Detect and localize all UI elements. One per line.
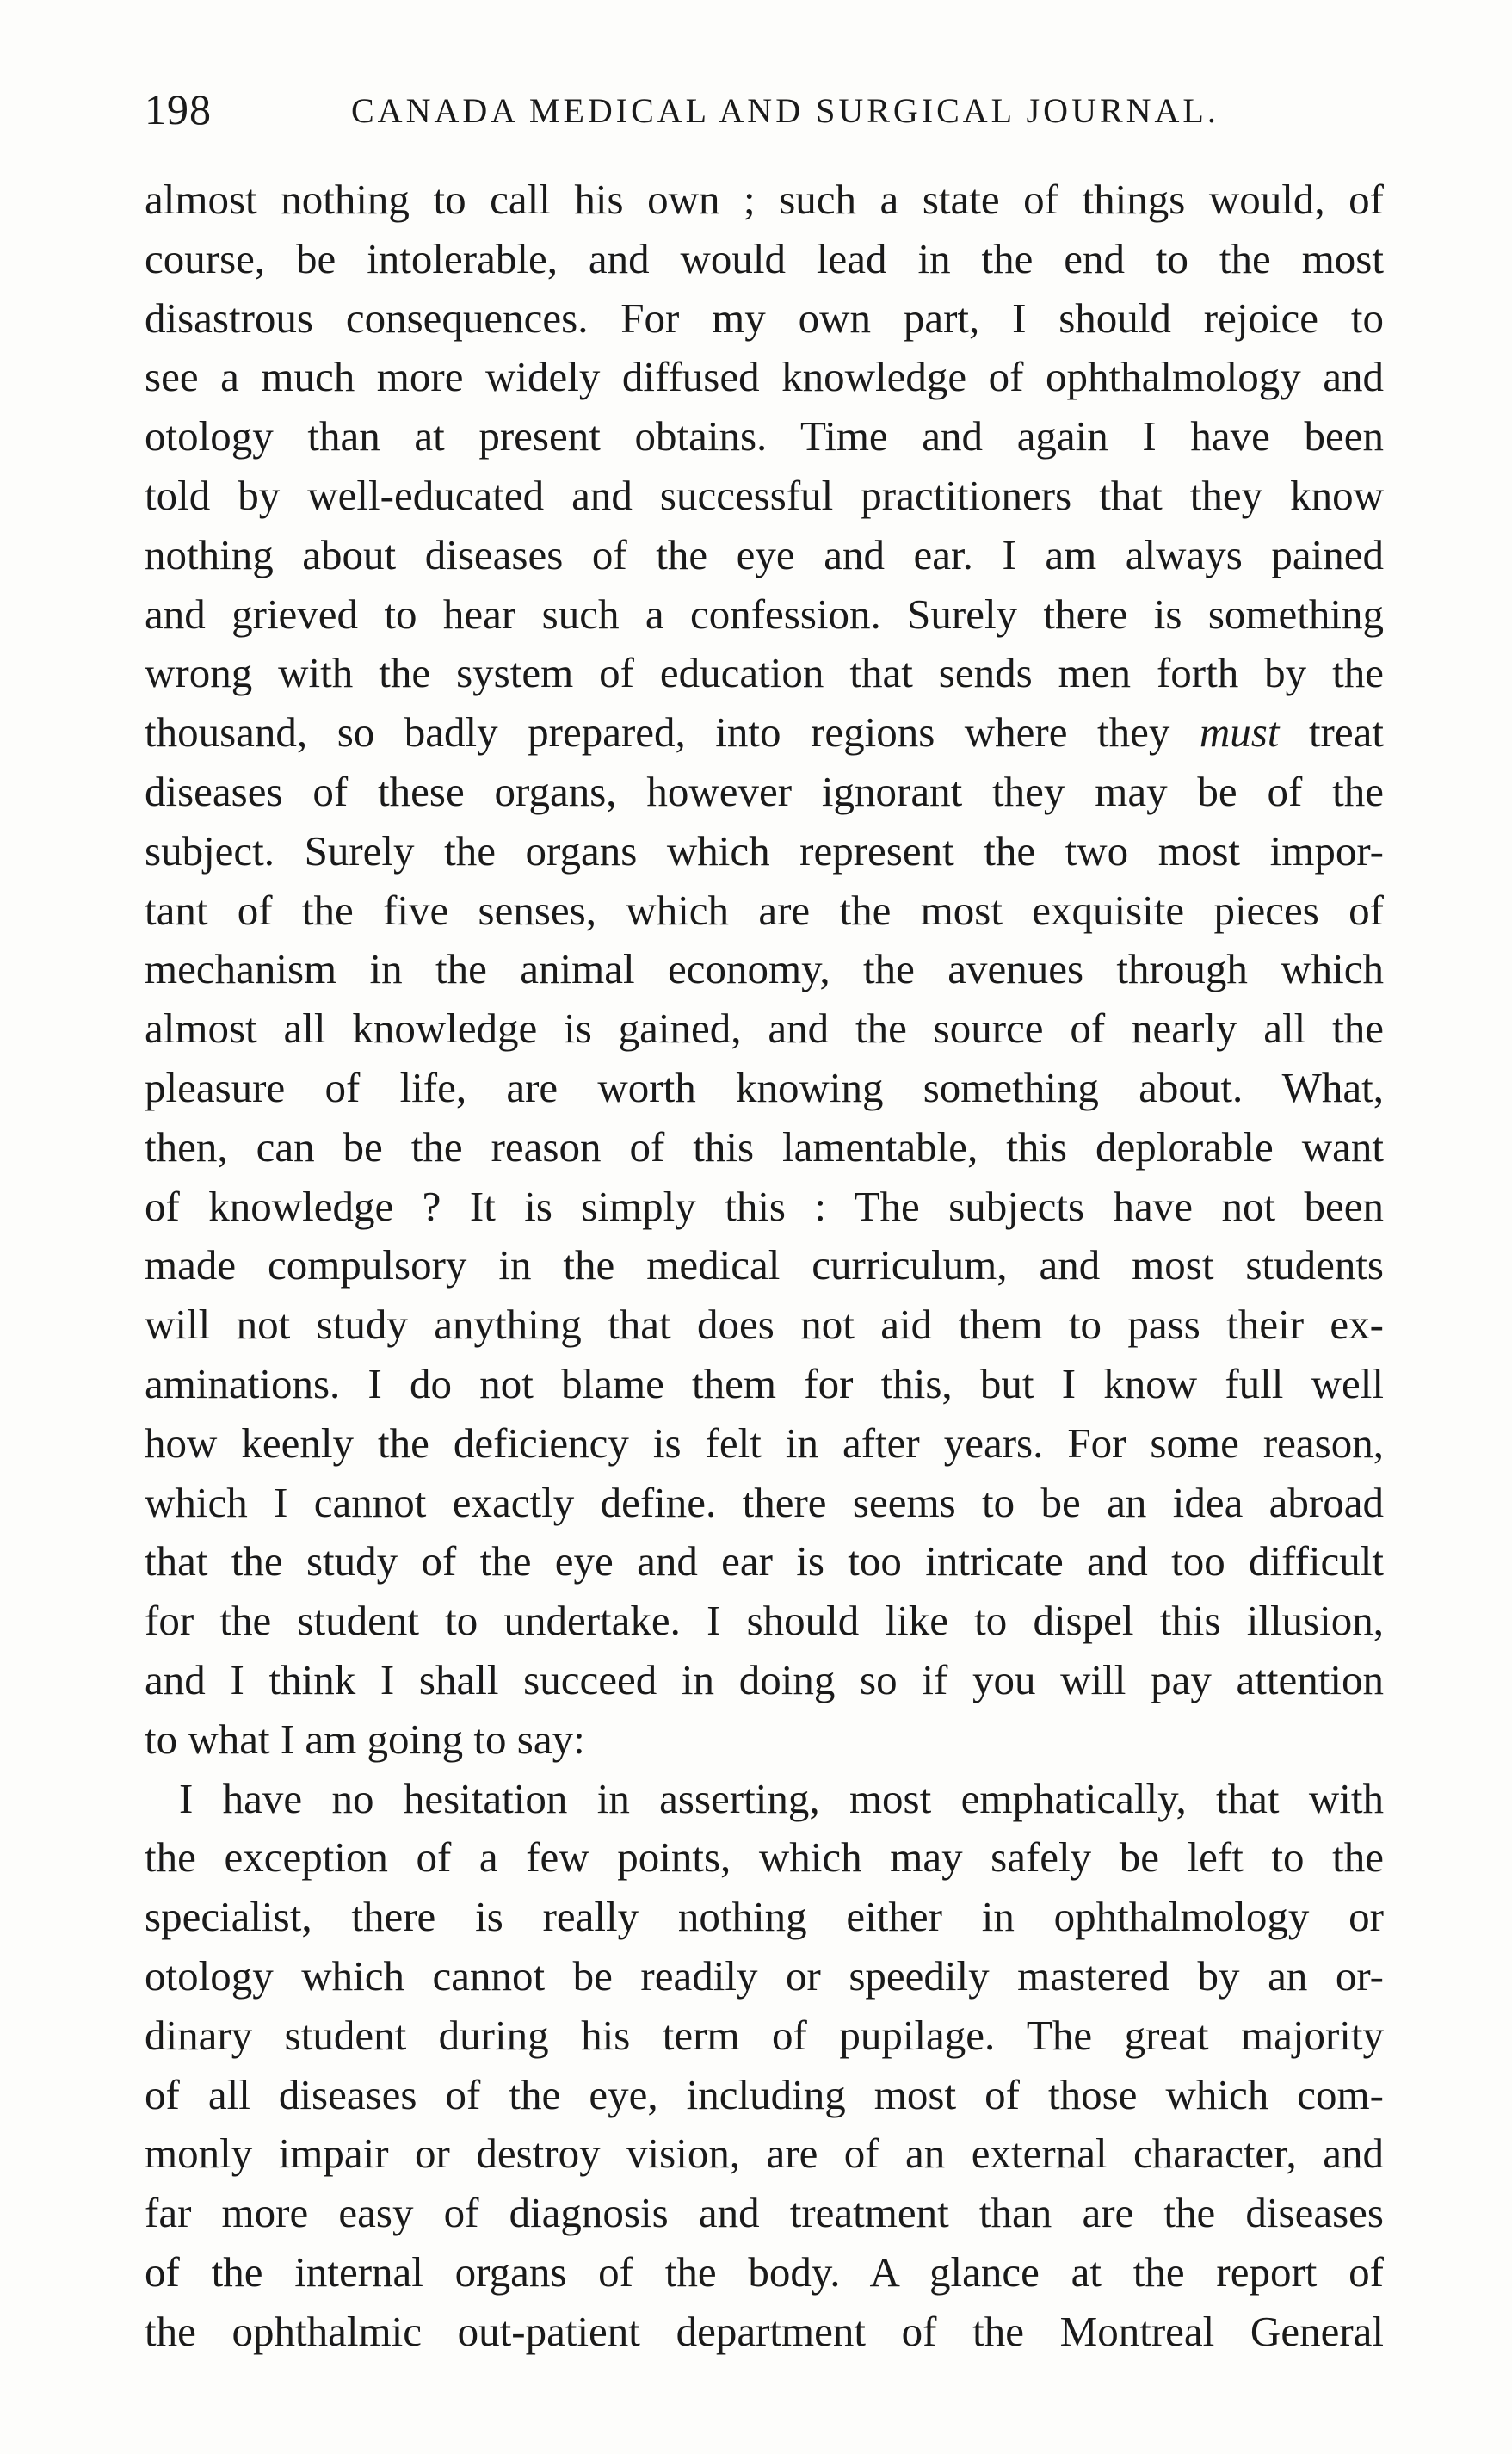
text-line: which I cannot exactly define. there seems to be an idea abroad <box>145 1478 1384 1526</box>
text-line: wrong with the system of education that sends men forth by the <box>145 649 1384 697</box>
text-line: I have no hesitation in asserting, most emphatically, that with <box>179 1774 1384 1822</box>
text-line: the ophthalmic out-patient department of the Montreal General <box>145 2307 1384 2355</box>
text-line: pleasure of life, are worth knowing something about. What, <box>145 1063 1384 1111</box>
text-line: nothing about diseases of the eye and ear. I am always pained <box>145 530 1384 578</box>
text-line: and grieved to hear such a confession. Surely there is something <box>145 590 1384 638</box>
text-line: that the study of the eye and ear is too intricate and too difficult <box>145 1537 1384 1586</box>
text-line: mechanism in the animal economy, the avenues through which <box>145 945 1384 993</box>
text-line: dinary student during his term of pupilage. The great majority <box>145 2011 1384 2059</box>
text-line: told by well-educated and successful practitioners that they know <box>145 471 1384 519</box>
text-line: of knowledge ? It is simply this : The subjects have not been <box>145 1182 1384 1230</box>
text-line: course, be intolerable, and would lead in the end to the most <box>145 234 1384 282</box>
journal-title: CANADA MEDICAL AND SURGICAL JOURNAL. <box>351 91 1219 130</box>
text-line: of the internal organs of the body. A glance at the report of <box>145 2247 1384 2296</box>
text-line: otology which cannot be readily or speedily mastered by an or- <box>145 1951 1384 2000</box>
text-fragment: thousand, so badly prepared, into regions where they <box>145 708 1170 757</box>
text-line: to what I am going to say: <box>145 1715 585 1763</box>
text-line: diseases of these organs, however ignorant they may be of the <box>145 767 1384 815</box>
text-line: tant of the five senses, which are the most exquisite pieces of <box>145 886 1384 934</box>
italic-emphasis: must <box>1199 708 1280 757</box>
text-line: otology than at present obtains. Time and again I have been <box>145 412 1384 461</box>
text-line: and I think I shall succeed in doing so if you will pay attention <box>145 1655 1384 1703</box>
text-line: disastrous consequences. For my own part, I should rejoice to <box>145 294 1384 342</box>
text-line: almost nothing to call his own ; such a state of things would, of <box>145 176 1384 223</box>
page-number: 198 <box>145 85 212 133</box>
text-line: almost all knowledge is gained, and the source of nearly all the <box>145 1004 1384 1053</box>
text-line <box>145 703 1384 763</box>
text-line: monly impair or destroy vision, are of an external character, and <box>145 2129 1384 2178</box>
text-line: made compulsory in the medical curriculum, and most students <box>145 1241 1384 1289</box>
text-line: specialist, there is really nothing either in ophthalmology or <box>145 1893 1384 1941</box>
body-text <box>145 170 1384 2361</box>
text-line: far more easy of diagnosis and treatment than are the diseases <box>145 2189 1384 2237</box>
text-line: subject. Surely the organs which represent the two most impor- <box>145 826 1384 875</box>
text-line: will not study anything that does not aid them to pass their ex- <box>145 1301 1384 1349</box>
text-fragment: treat <box>1279 708 1384 757</box>
text-line: the exception of a few points, which may safely be left to the <box>145 1833 1384 1882</box>
text-line: see a much more widely diffused knowledge of ophthalmology and <box>145 353 1384 401</box>
text-line: aminations. I do not blame them for this, but I know full well <box>145 1359 1384 1407</box>
text-line: of all diseases of the eye, including most of those which com- <box>145 2070 1384 2118</box>
text-line: for the student to undertake. I should like to dispel this illusion, <box>145 1597 1384 1645</box>
text-line: how keenly the deficiency is felt in after years. For some reason, <box>145 1419 1384 1467</box>
running-head <box>0 79 1512 139</box>
text-line: then, can be the reason of this lamentable, this deplorable want <box>145 1122 1384 1171</box>
